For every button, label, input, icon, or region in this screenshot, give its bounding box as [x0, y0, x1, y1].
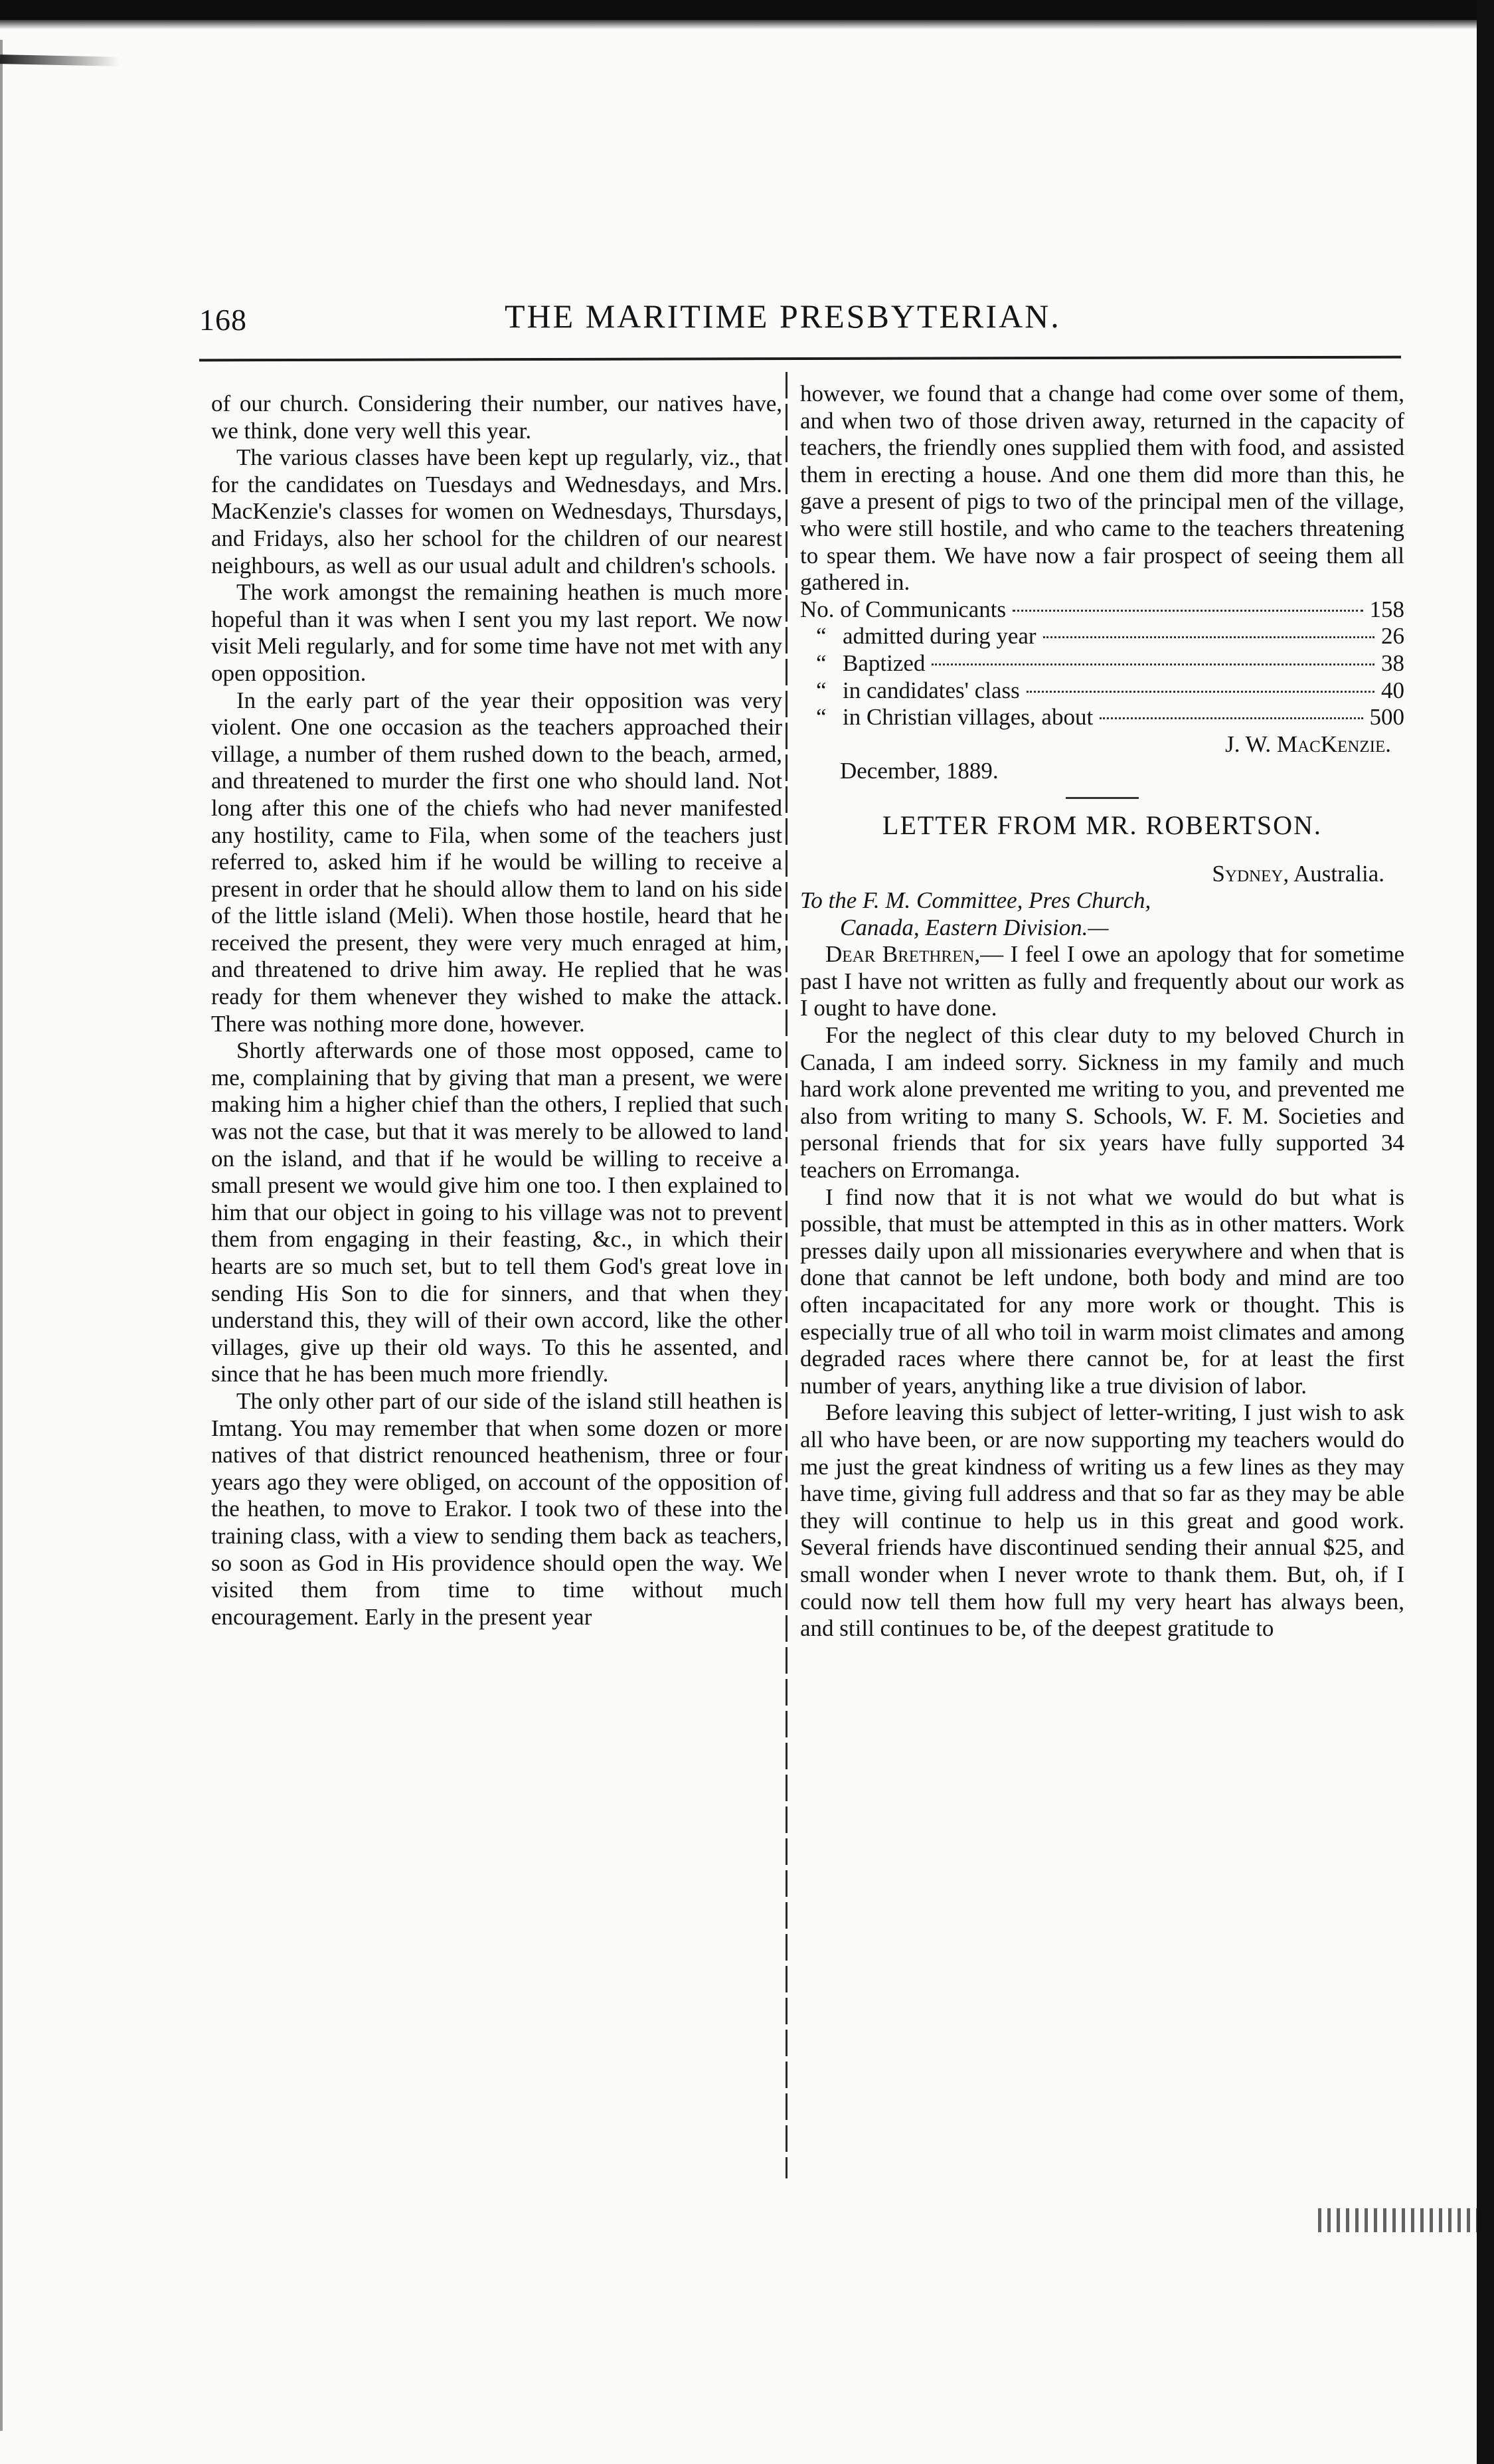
place-city: Sydney, — [1212, 860, 1289, 887]
section-rule — [1066, 797, 1139, 799]
letter-address — [800, 887, 1404, 915]
dot-leader — [1043, 636, 1374, 638]
paragraph: I find now that it is not what we would do but what is possible, that must be attempted in this as in other matters. Work presses daily upon all missionaries everywhere and when that is done that cannot be left undone, both body and mind are too often incapacitated for any more work or thought. This is especially true of all who toil in warm moist climates and among degraded races where there cannot be, for at least the first number of years, anything like a true division of labor. — [800, 1184, 1404, 1399]
paragraph: For the neglect of this clear duty to my beloved Church in Canada, I am indeed sorry. Sickness in my family and much hard work alone prevented me writing to you, and prevented me also from writing to many S. Schools, W. F. M. Societies and personal friends that for six years have fully supported 34 teachers on Erromanga. — [800, 1022, 1404, 1184]
journal-title: THE MARITIME PRESBYTERIAN. — [505, 298, 1061, 335]
ditto-mark: “ — [816, 677, 827, 703]
paragraph: however, we found that a change had come over some of them, and when two of those driven away, returned in the capacity of teachers, the friendly ones supplied them with food, and assisted them in erecting a house. And one them did more than this, he gave a present of pigs to two of the principal men of the village, who were still hostile, and who came to the teachers threatening to spear them. We have now a fair prospect of seeing them all gathered in. — [800, 381, 1404, 596]
signature-surname: MacKenzie. — [1276, 731, 1391, 757]
page-number: 168 — [199, 303, 247, 337]
column-divider — [786, 372, 788, 2178]
scan-edge-top — [0, 0, 1494, 20]
letter-address-line2: Canada, Eastern Division.— — [840, 914, 1109, 940]
dot-leader — [932, 663, 1374, 665]
stat-row — [800, 650, 1404, 677]
paragraph: of our church. Considering their number, our natives have, we think, done very well this year. — [211, 391, 782, 444]
ditto-mark: “ — [816, 623, 827, 650]
salutation: Dear Brethren,— — [825, 941, 1004, 968]
stat-row — [800, 704, 1404, 731]
report-date: December, 1889. — [840, 758, 999, 784]
stat-value: 40 — [1381, 677, 1404, 703]
scan-edge-left — [0, 40, 3, 2431]
stat-row — [800, 677, 1404, 705]
stat-label: No. of Communicants — [800, 596, 1007, 622]
paragraph: The work amongst the remaining heathen is much more hopeful than it was when I sent you my last report. We now visit Meli regularly, and for some time have not met with any open opposition. — [211, 579, 782, 686]
salutation-paragraph — [800, 941, 1404, 1022]
scan-edge-right — [1477, 0, 1494, 2464]
page-header — [199, 298, 1394, 355]
paragraph: The various classes have been kept up regularly, viz., that for the candidates on Tuesdays and Wednesdays, and Mrs. MacKenzie's classes for women on Wednesdays, Thursdays, and Fridays, also her school for the children of our nearest neighbours, as well as our usual adult and children's schools. — [211, 444, 782, 578]
dot-leader — [1013, 610, 1363, 612]
scan-noise — [1318, 2208, 1477, 2232]
paragraph: Before leaving this subject of letter-writing, I just wish to ask all who have been, or are now supporting my teachers would do me just the great kindness of writing us a few lines as they may have time, giving full address and that so far as they may be able they will continue to help us in this great and good work. Several friends have discontinued sending their annual $25, and small wonder when I never wrote to thank them. But, oh, if I could now tell them how full my very heart has always been, and still continues to be, of the deepest gratitude to — [800, 1399, 1404, 1642]
stat-value: 38 — [1381, 650, 1404, 676]
paragraph: Shortly afterwards one of those most opposed, came to me, complaining that by giving that man a present, we were making him a higher chief than the others, I replied that such was not the case, but that it was merely to be allowed to land on the island, and that if he would be willing to receive a small present we would give him one too. I then explained to him that our object in going to his village was not to prevent them from engaging in their feasting, &c., in which their hearts are so much set, but to tell them God's great love in sending His Son to die for sinners, and that when they understand this, they will of their own accord, like the other villages, give up their old ways. To this he assented, and since that he has been much more friendly. — [211, 1037, 782, 1387]
dot-leader — [1100, 717, 1363, 719]
stat-value: 500 — [1369, 704, 1404, 731]
statistics-list — [800, 596, 1404, 731]
stat-value: 26 — [1381, 623, 1404, 650]
right-column — [800, 381, 1404, 1642]
letter-title: LETTER FROM MR. ROBERTSON. — [882, 810, 1322, 840]
signature-initials: J. W. — [1225, 731, 1272, 757]
stat-row — [800, 596, 1404, 624]
header-rule — [199, 356, 1401, 362]
stat-row — [800, 623, 1404, 650]
stat-label: in Christian villages, about — [843, 704, 1094, 731]
address-body: F. M. Committee, Pres Church, — [863, 887, 1151, 914]
paragraph: The only other part of our side of the island still heathen is Imtang. You may remember that when some dozen or more natives of that district renounced heathenism, three or four years ago they were obliged, on account of the opposition of the heathen, to move to Erakor. I took two of these into the training class, with a view to sending them back as teachers, so soon as God in His providence should open the way. We visited them from time to time without much encouragement. Early in the present year — [211, 1387, 782, 1630]
salutation-text: I feel I owe an apology that for sometime past I have not written as fully and frequently about our work as I ought to have done. — [800, 941, 1404, 1021]
scan-smudge — [0, 54, 120, 66]
place-country: Australia. — [1293, 860, 1384, 887]
stat-label: Baptized — [843, 650, 926, 676]
paragraph: In the early part of the year their opposition was very violent. One one occasion as the teachers approached their village, a number of them rushed down to the beach, armed, and threatened to murder the first one who should land. Not long after this one of the chiefs who had never manifested any hostility, came to Fila, when some of the teachers just referred to, asked him if he would be willing to receive a present in order that he should allow them to land on his side of the little island (Meli). When those hostile, heard that he received the present, they were very much enraged at him, and threatened to drive him away. He replied that he was ready for them whenever they wished to make the attack. There was nothing more done, however. — [211, 687, 782, 1037]
dot-leader — [1027, 691, 1374, 693]
stat-value: 158 — [1369, 596, 1404, 622]
stat-label: admitted during year — [843, 623, 1037, 650]
signature — [800, 731, 1404, 758]
stat-label: in candidates' class — [843, 677, 1020, 703]
ditto-mark: “ — [816, 650, 827, 676]
left-column — [211, 391, 782, 1630]
ditto-mark: “ — [816, 704, 827, 731]
letter-place — [800, 861, 1404, 888]
scan-edge-shadow — [0, 20, 1494, 29]
address-to: To the — [800, 887, 857, 914]
